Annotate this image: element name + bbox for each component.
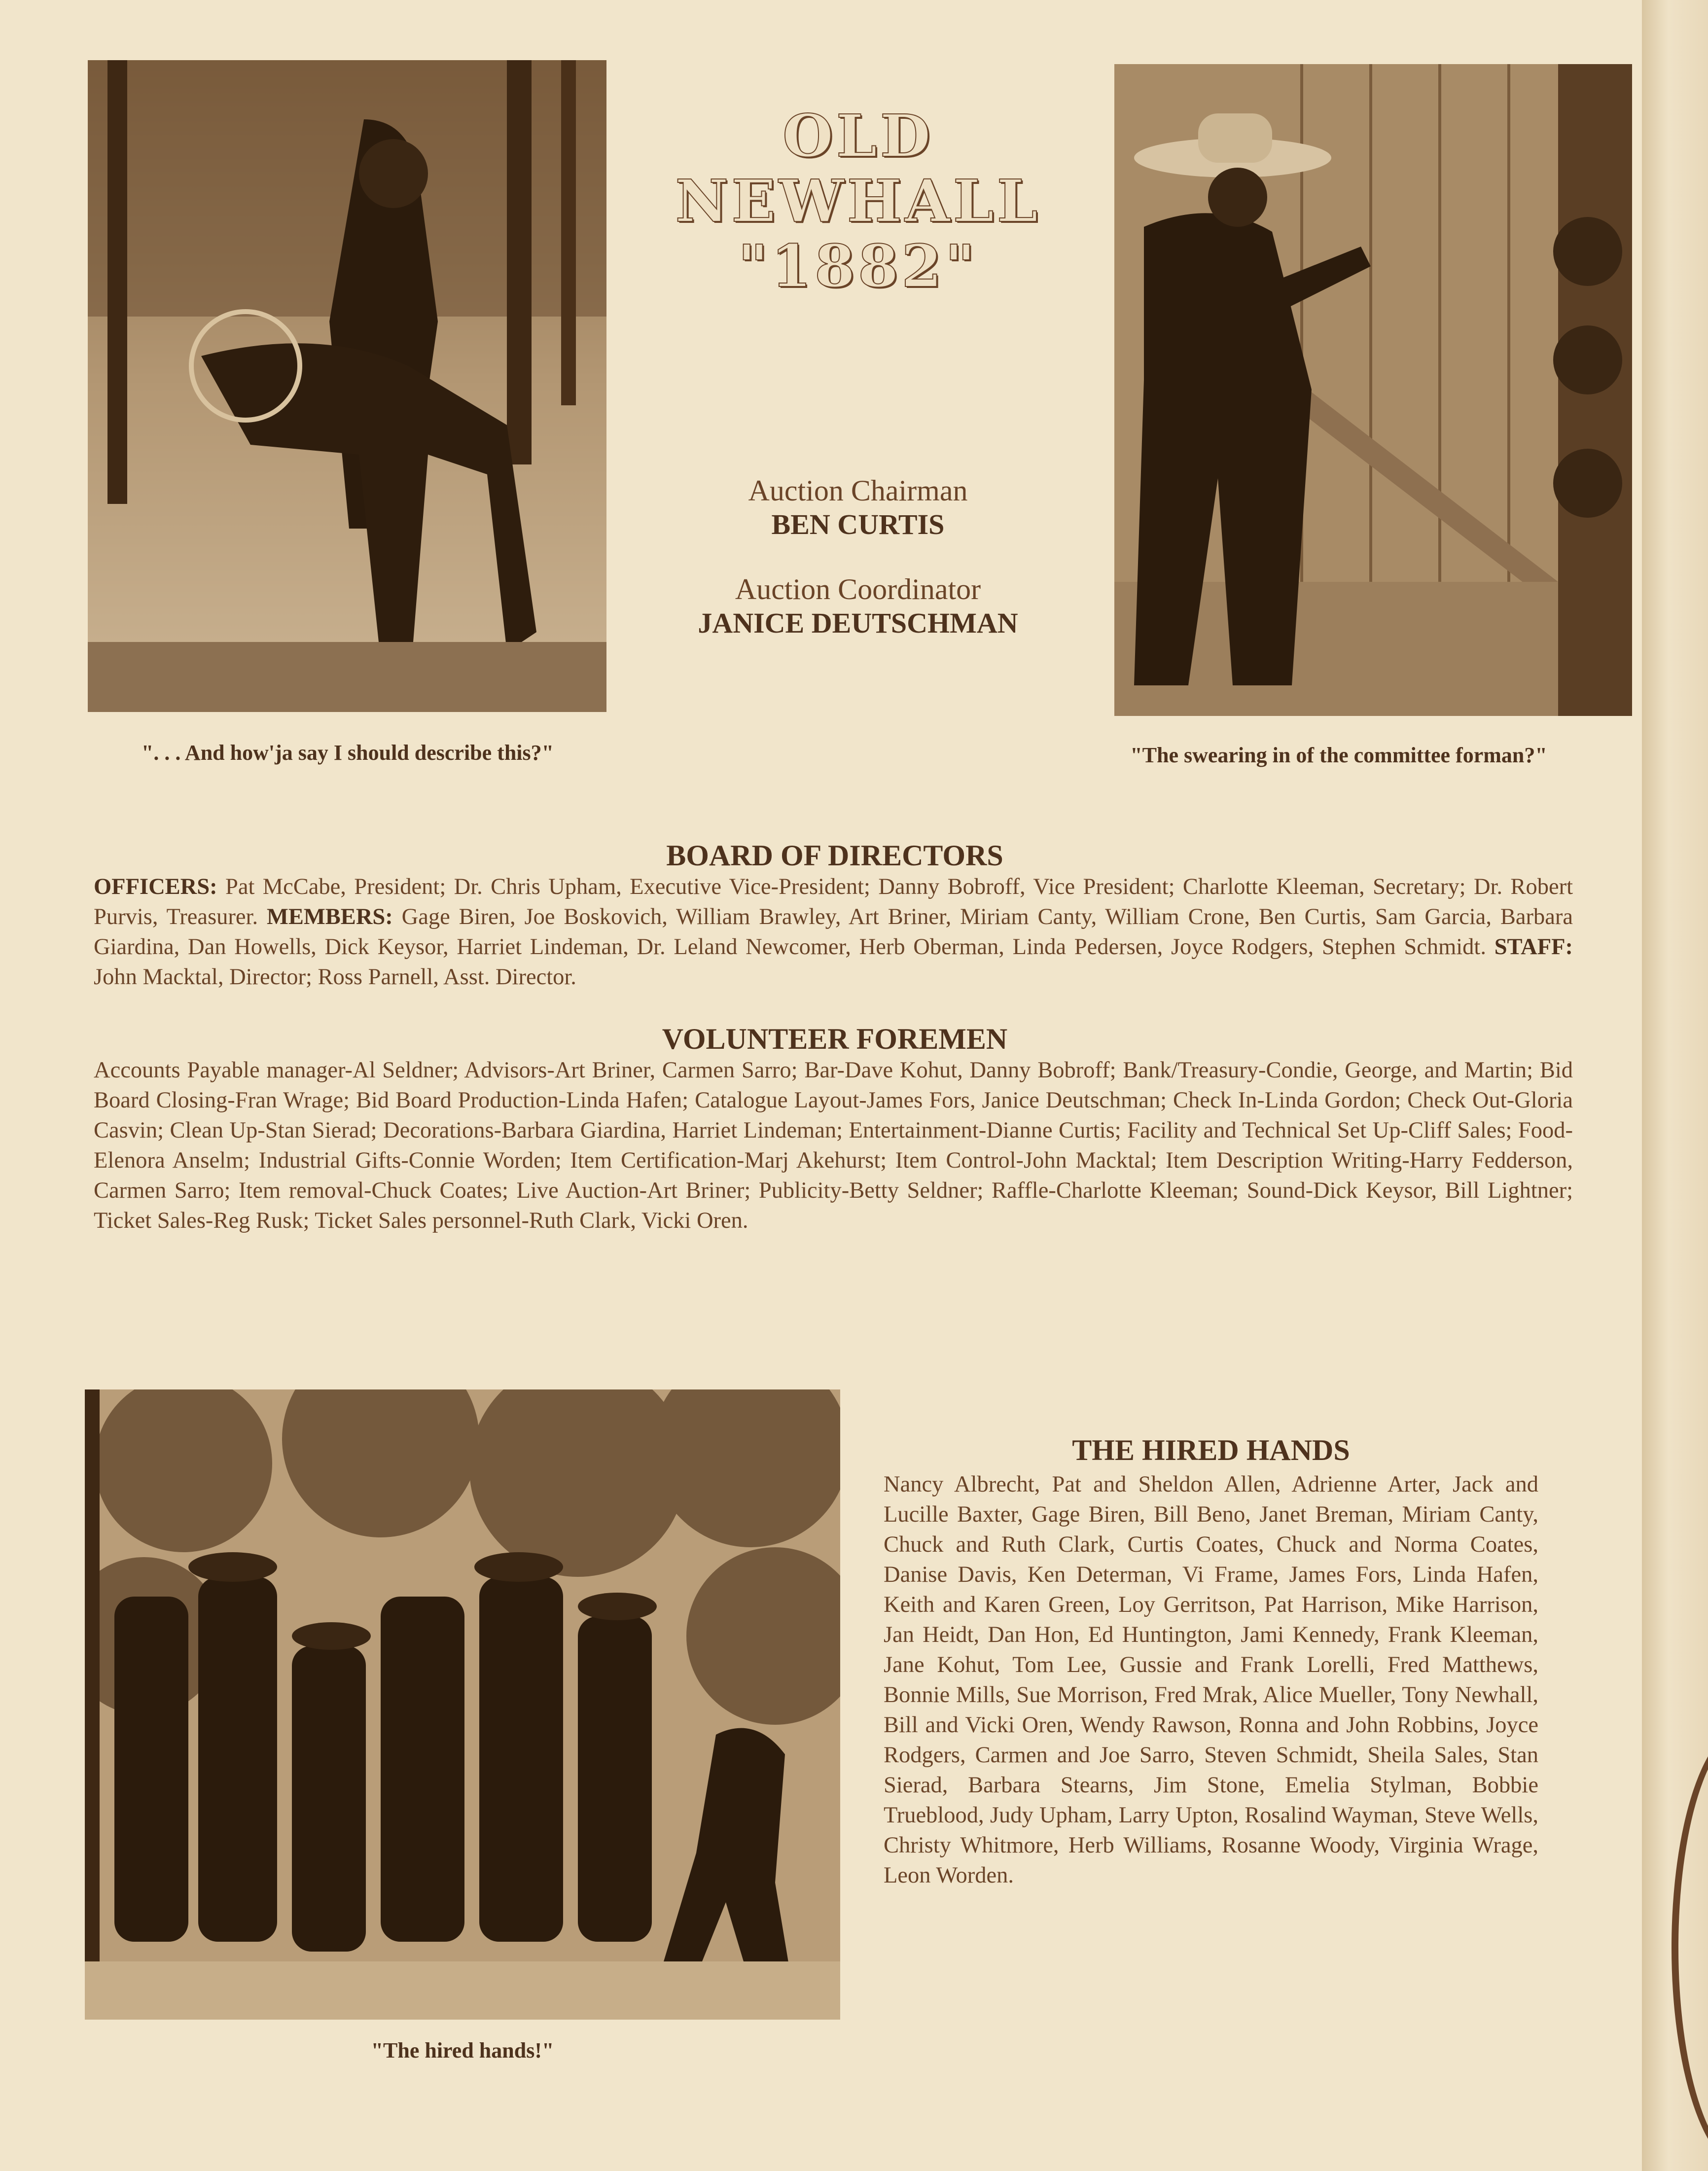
volunteers-text: Accounts Payable manager-Al Seldner; Advisors-Art Briner, Carmen Sarro; Bar-Dave Kohut, Danny Bobroff; Bank/Treasury-Condie, George, and Martin; Bid Board Closing-Fran Wrage; Bid Board Production-Linda Hafen; Catalogue Layout-James Fors, Janice Deutschman; Check In-Linda Gordon; Check Out-Gloria Casvin; Clean Up-Stan Sierad; Decorations-Barbara Giardina, Harriet Lindeman; Entertainment-Dianne Curtis; Facility and Technical Set Up-Cliff Sales; Food-Elenora Anselm; Industrial Gifts-Connie Worden; Item Certification-Marj Akehurst; Item Control-John Macktal; Item Description Writing-Harry Fedderson, Carmen Sarro; Item removal-Chuck Coates; Live Auction-Art Briner; Publicity-Betty Seldner; Raffle-Charlotte Kleeman; Sound-Dick Keysor, Bill Lightner; Ticket Sales-Reg Rusk; Ticket Sales personnel-Ruth Clark, Vicki Oren. xyxy=(94,1058,1573,1233)
chairman-role: Auction Chairman xyxy=(748,474,968,507)
caption-photo2: "The swearing in of the committee forman?" xyxy=(1130,743,1547,767)
auction-officials xyxy=(621,473,1095,640)
officers-text: Pat McCabe, President; Dr. Chris Upham, Executive Vice-President; Danny Bobroff, Vice President; Charlotte Kleeman, Secretary; Dr. Robert Purvis, Treasurer. xyxy=(94,874,1573,929)
title-line-1: OLD xyxy=(782,102,934,170)
photo-cowboy-with-horse xyxy=(88,60,606,712)
photo-hired-hands-image xyxy=(85,1389,840,2020)
title-line-2: NEWHALL xyxy=(675,167,1041,235)
members-label: MEMBERS: xyxy=(267,904,393,929)
photo-swearing-in xyxy=(1114,64,1632,716)
hired-hands-text: Nancy Albrecht, Pat and Sheldon Allen, Adrienne Arter, Jack and Lucille Baxter, Gage Biren, Bill Beno, Janet Breman, Miriam Canty, Chuck and Ruth Clark, Curtis Coates, Chuck and Norma Coates, Danise Davis, Ken Determan, Vi Frame, James Fors, Linda Hafen, Keith and Karen Green, Loy Gerritson, Pat Harrison, Mike Harrison, Jan Heidt, Dan Hon, Ed Huntington, Jami Kennedy, Frank Kleeman, Jane Kohut, Tom Lee, Gussie and Frank Lorelli, Fred Matthews, Bonnie Mills, Sue Morrison, Fred Mrak, Alice Mueller, Tony Newhall, Bill and Vicki Oren, Wendy Rawson, Ronna and John Robbins, Joyce Rodgers, Carmen and Joe Sarro, Steven Schmidt, Sheila Sales, Stan Sierad, Barbara Stearns, Jim Stone, Emelia Stylman, Bobbie Trueblood, Judy Upham, Larry Upton, Rosalind Wayman, Steve Wells, Christy Whitmore, Herb Williams, Rosanne Woody, Virginia Wrage, Leon Worden. xyxy=(884,1472,1538,1888)
photo-cowboy-with-horse-image xyxy=(88,60,606,712)
photo-hired-hands xyxy=(85,1389,840,2020)
caption-photo1: ". . . And how'ja say I should describe this?" xyxy=(141,741,554,765)
board-text xyxy=(94,872,1573,992)
coordinator-name: JANICE DEUTSCHMAN xyxy=(698,607,1018,639)
coordinator-role: Auction Coordinator xyxy=(735,573,981,605)
officers-label: OFFICERS: xyxy=(94,874,217,899)
photo-swearing-in-image xyxy=(1114,64,1632,716)
volunteers-heading: VOLUNTEER FOREMEN xyxy=(662,1023,1008,1055)
members-text: Gage Biren, Joe Boskovich, William Brawley, Art Briner, Miriam Canty, William Crone, Ben Curtis, Sam Garcia, Barbara Giardina, Dan Howells, Dick Keysor, Harriet Lindeman, Dr. Leland Newcomer, Herb Oberman, Linda Pedersen, Joyce Rodgers, Stephen Schmidt. xyxy=(94,904,1573,960)
board-heading: BOARD OF DIRECTORS xyxy=(666,839,1003,872)
staff-text: John Macktal, Director; Ross Parnell, Asst. Director. xyxy=(94,964,576,990)
hired-hands-heading: THE HIRED HANDS xyxy=(1072,1434,1350,1466)
page-title xyxy=(656,104,1060,299)
title-line-3: "1882" xyxy=(738,232,978,300)
staff-label: STAFF: xyxy=(1494,934,1573,960)
chairman-name: BEN CURTIS xyxy=(771,508,945,540)
caption-photo3: "The hired hands!" xyxy=(371,2038,554,2063)
